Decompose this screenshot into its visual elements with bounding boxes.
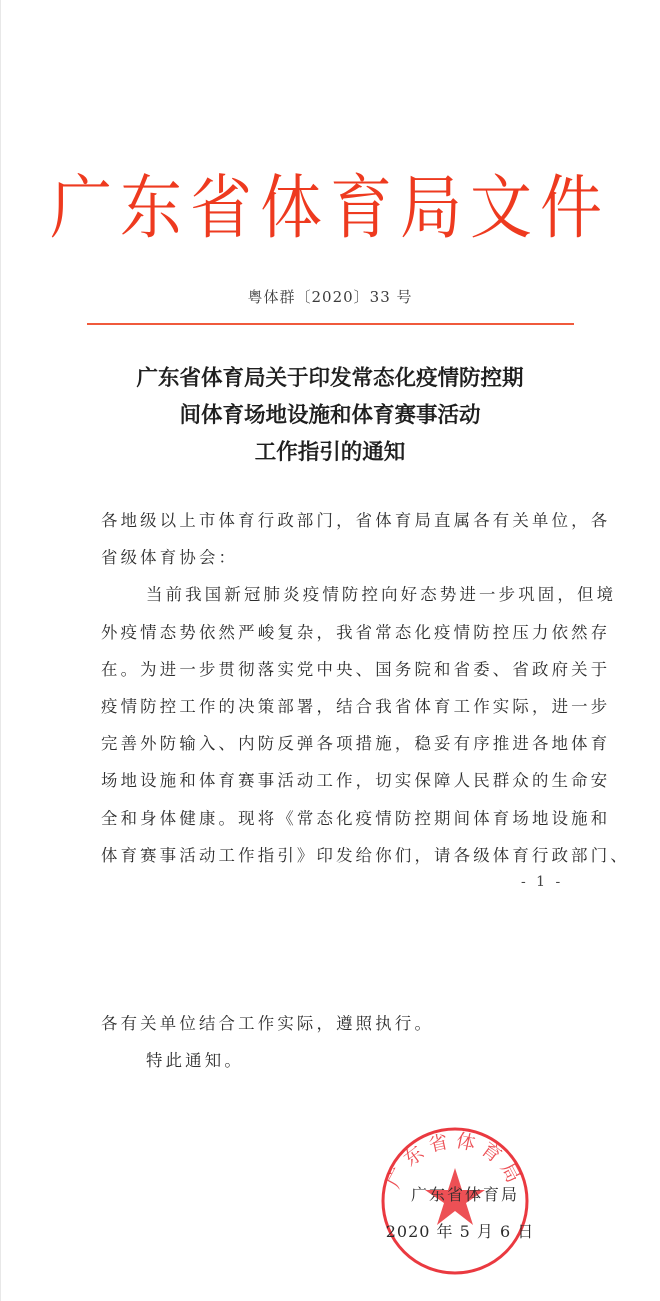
document-header-title: 广东省体育局文件: [49, 166, 610, 249]
body-line: 当前我国新冠肺炎疫情防控向好态势进一步巩固，但境: [146, 585, 617, 605]
document-number: 粤体群〔2020〕33 号: [247, 288, 413, 306]
addressee-line: 省级体育协会：: [101, 548, 239, 568]
signature-organization: 广东省体育局: [410, 1185, 519, 1204]
signature-date: 2020 年 5 月 6 日: [385, 1222, 535, 1241]
body-paragraphs-page1: [101, 502, 630, 874]
body-line: 外疫情态势依然严峻复杂，我省常态化疫情防控压力依然存: [101, 622, 611, 642]
title-line: 间体育场地设施和体育赛事活动: [179, 403, 481, 428]
page-number: - 1 -: [521, 874, 564, 890]
body-paragraphs-page2: [101, 1005, 561, 1079]
title-line: 广东省体育局关于印发常态化疫情防控期: [136, 366, 524, 391]
title-line: 工作指引的通知: [254, 440, 406, 465]
svg-text:广东省体育局: 广东省体育局: [382, 1129, 528, 1192]
red-divider-line: [87, 323, 574, 325]
body-line: 体育赛事活动工作指引》印发给你们，请各级体育行政部门、: [101, 845, 630, 865]
body-line: 在。为进一步贯彻落实党中央、国务院和省委、省政府关于: [101, 659, 611, 679]
body-line: 完善外防输入、内防反弹各项措施，稳妥有序推进各地体育: [101, 734, 611, 754]
body-line: 各有关单位结合工作实际，遵照执行。: [101, 1014, 435, 1033]
body-line: 全和身体健康。现将《常态化疫情防控期间体育场地设施和: [101, 808, 611, 828]
body-line: 场地设施和体育赛事活动工作，切实保障人民群众的生命安: [101, 771, 611, 791]
document-title: [0, 360, 660, 471]
body-line: 疫情防控工作的决策部署，结合我省体育工作实际，进一步: [101, 696, 611, 716]
closing-line: 特此通知。: [146, 1051, 244, 1071]
addressee-line: 各地级以上市体育行政部门，省体育局直属各有关单位，各: [101, 511, 611, 530]
